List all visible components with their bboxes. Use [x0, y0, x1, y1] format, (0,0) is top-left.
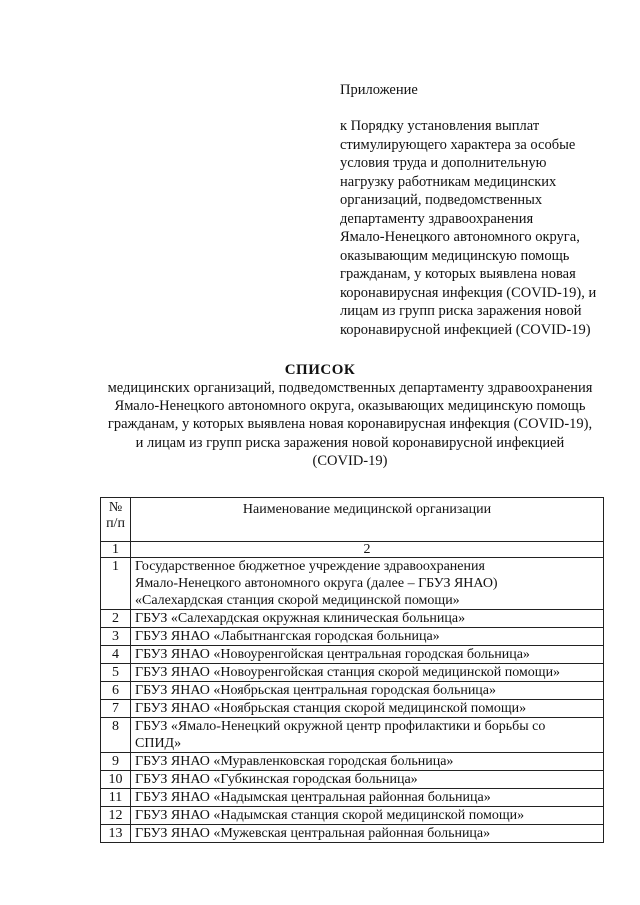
- row-number: 7: [101, 700, 131, 718]
- organization-name-line: ГБУЗ ЯНАО «Ноябрьская центральная городская больница»: [135, 683, 497, 698]
- organization-name: [131, 664, 604, 682]
- organization-name-line: Государственное бюджетное учреждение здравоохранения: [135, 559, 485, 574]
- table-row: [101, 753, 604, 771]
- table-row: [101, 646, 604, 664]
- organization-name: [131, 718, 604, 753]
- appendix-line: лицам из групп риска заражения новой: [340, 303, 582, 319]
- row-number: 8: [101, 718, 131, 753]
- column-number: 1: [101, 542, 131, 558]
- row-number: 11: [101, 789, 131, 807]
- appendix-line: организаций, подведомственных: [340, 192, 543, 208]
- subtitle-line: медицинских организаций, подведомственных департаменту здравоохранения: [107, 380, 593, 396]
- list-heading: СПИСОК: [284, 362, 356, 378]
- table-row: [101, 682, 604, 700]
- appendix-title: Приложение: [340, 82, 418, 98]
- subtitle-line: и лицам из групп риска заражения новой коронавирусной инфекцией: [135, 434, 565, 451]
- row-number: 4: [101, 646, 131, 664]
- row-number: 12: [101, 807, 131, 825]
- organization-name-line: Ямало-Ненецкого автономного округа (далее – ГБУЗ ЯНАО): [135, 576, 498, 591]
- appendix-line: коронавирусной инфекцией (COVID-19): [340, 321, 591, 338]
- organization-name-line: ГБУЗ ЯНАО «Надымская станция скорой медицинской помощи»: [135, 808, 525, 823]
- row-number: 5: [101, 664, 131, 682]
- column-numbers-row: [101, 542, 604, 558]
- organization-name-line: ГБУЗ ЯНАО «Новоуренгойская станция скорой медицинской помощи»: [135, 665, 561, 680]
- row-number: 2: [101, 610, 131, 628]
- header-name-cell: Наименование медицинской организации: [131, 498, 604, 542]
- organization-name-line: ГБУЗ ЯНАО «Губкинская городская больница»: [135, 772, 418, 787]
- appendix-line: коронавирусная инфекция (COVID-19), и: [340, 284, 597, 301]
- organization-name-line: ГБУЗ ЯНАО «Муравленковская городская больница»: [135, 754, 454, 769]
- header-number-label: п/п: [106, 516, 125, 531]
- organization-name-line: ГБУЗ «Ямало-Ненецкий окружной центр профилактики и борьбы со: [135, 719, 546, 734]
- appendix-line: к Порядку установления выплат: [340, 118, 540, 134]
- organization-name-line: ГБУЗ ЯНАО «Лабытнангская городская больница»: [135, 629, 440, 644]
- header-number-cell: [101, 498, 131, 542]
- table-row: [101, 718, 604, 753]
- row-number: 13: [101, 825, 131, 843]
- appendix-line: Ямало-Ненецкого автономного округа,: [340, 229, 580, 245]
- organization-name-line: ГБУЗ ЯНАО «Новоуренгойская центральная городская больница»: [135, 647, 530, 662]
- organization-name: [131, 628, 604, 646]
- organization-name: [131, 789, 604, 807]
- header-number-symbol: №: [108, 500, 123, 515]
- organization-name: [131, 700, 604, 718]
- table-row: [101, 628, 604, 646]
- list-subtitle: [60, 379, 640, 470]
- subtitle-line: гражданам, у которых выявлена новая коронавирусная инфекция (COVID-19),: [107, 416, 593, 433]
- appendix-line: нагрузку работникам медицинских: [340, 173, 557, 190]
- row-number: 10: [101, 771, 131, 789]
- organization-name-line: ГБУЗ ЯНАО «Ноябрьская станция скорой медицинской помощи»: [135, 701, 527, 716]
- subtitle-line: (COVID-19): [312, 452, 388, 469]
- table-row: [101, 825, 604, 843]
- organizations-table: [100, 497, 604, 843]
- table-row: [101, 558, 604, 610]
- table-row: [101, 610, 604, 628]
- organization-name: [131, 825, 604, 843]
- appendix-line: департаменту здравоохранения: [340, 210, 534, 227]
- row-number: 9: [101, 753, 131, 771]
- organization-name: [131, 771, 604, 789]
- organization-name: [131, 753, 604, 771]
- organization-name: [131, 610, 604, 628]
- appendix-line: условия труда и дополнительную: [340, 155, 547, 171]
- table-row: [101, 807, 604, 825]
- organization-name-line: ГБУЗ «Салехардская окружная клиническая больница»: [135, 611, 466, 626]
- row-number: 3: [101, 628, 131, 646]
- row-number: 6: [101, 682, 131, 700]
- organization-name-line: ГБУЗ ЯНАО «Мужевская центральная районная больница»: [135, 826, 491, 841]
- table-row: [101, 771, 604, 789]
- appendix-line: оказывающим медицинскую помощь: [340, 247, 570, 264]
- organization-name: [131, 807, 604, 825]
- column-number: 2: [131, 542, 604, 558]
- table-row: [101, 789, 604, 807]
- organization-name: [131, 646, 604, 664]
- table-header-row: [101, 498, 604, 542]
- row-number: 1: [101, 558, 131, 610]
- table-row: [101, 700, 604, 718]
- appendix-text: [340, 117, 630, 339]
- organization-name-line: СПИД»: [135, 736, 182, 751]
- subtitle-line: Ямало-Ненецкого автономного округа, оказывающих медицинскую помощь: [114, 398, 586, 415]
- organization-name: [131, 682, 604, 700]
- organization-name: [131, 558, 604, 610]
- table-row: [101, 664, 604, 682]
- organization-name-line: ГБУЗ ЯНАО «Надымская центральная районная больница»: [135, 790, 491, 805]
- organization-name-line: «Салехардская станция скорой медицинской помощи»: [135, 593, 460, 608]
- appendix-line: стимулирующего характера за особые: [340, 136, 576, 153]
- appendix-line: гражданам, у которых выявлена новая: [340, 266, 576, 282]
